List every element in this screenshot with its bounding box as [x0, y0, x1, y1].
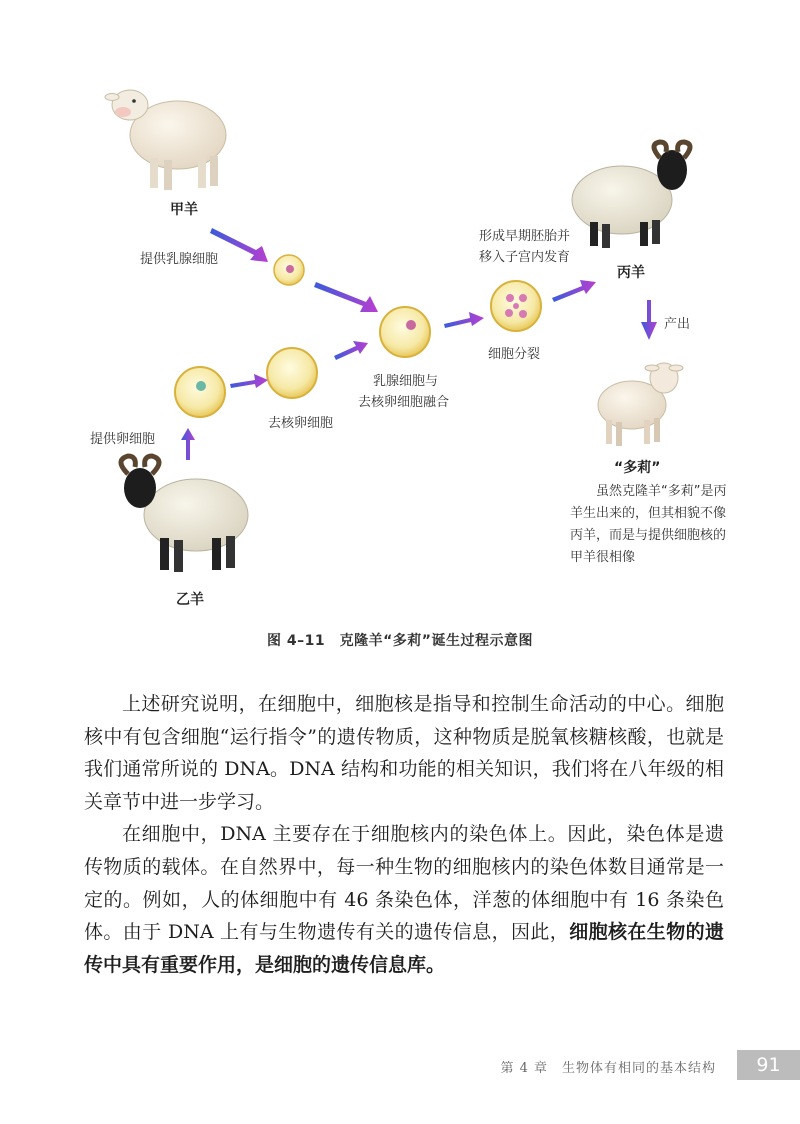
arrow-sheep-b-to-egg — [181, 428, 195, 460]
label-mammary-cell: 提供乳腺细胞 — [140, 252, 219, 267]
paragraph-2 — [84, 818, 724, 981]
label-egg-cell: 提供卵细胞 — [90, 432, 156, 447]
sheep-b-label: 乙羊 — [176, 592, 204, 608]
enucleated-egg-cell — [267, 348, 317, 398]
fused-cell — [380, 307, 430, 357]
paragraph-2-text: 在细胞中，DNA 主要存在于细胞核内的染色体上。因此，染色体是遗传物质的载体。在自然界中，每一种生物的细胞核内的染色体数目通常是一定的。例如，人的体细胞中有 46 条染色体，洋葱的体细胞中有 16 条染色体。由于 DNA 上有与生物遗传有关的遗传信息，因此， — [84, 823, 724, 944]
sheep-b-illustration — [121, 456, 248, 572]
label-embryo-line2: 移入子宫内发育 — [479, 250, 571, 265]
arrow-fusion-to-division — [444, 312, 484, 328]
label-enucleated-egg: 去核卵细胞 — [268, 416, 334, 431]
arrow-division-to-sheep-c — [552, 280, 596, 302]
label-cell-division: 细胞分裂 — [488, 347, 541, 362]
dividing-cell — [491, 281, 541, 331]
page-number: 91 — [737, 1050, 800, 1080]
sheep-a-illustration — [105, 90, 226, 190]
sheep-c-label: 丙羊 — [617, 265, 645, 281]
egg-cell — [175, 367, 225, 417]
body-text — [84, 688, 724, 981]
label-fusion-line1: 乳腺细胞与 — [373, 374, 439, 389]
arrow-mammary-to-fusion — [314, 282, 378, 312]
arrow-sheep-c-to-dolly — [641, 300, 657, 340]
dolly-description: 虽然克隆羊“多莉”是丙羊生出来的，但其相貌不像丙羊，而是与提供细胞核的甲羊很相像 — [570, 484, 727, 565]
mammary-cell — [274, 255, 304, 285]
figure-caption: 图 4–11 克隆羊“多莉”诞生过程示意图 — [267, 633, 533, 649]
sheep-c-illustration — [572, 142, 690, 248]
dolly-illustration — [598, 363, 683, 446]
label-fusion-line2: 去核卵细胞融合 — [358, 395, 450, 410]
arrow-enucleated-to-fusion — [334, 341, 368, 360]
arrow-egg-to-enucleated — [230, 374, 268, 388]
dolly-label: “多莉” — [614, 460, 661, 476]
label-embryo-line1: 形成早期胚胎并 — [479, 229, 571, 244]
chapter-footer: 第 4 章 生物体有相同的基本结构 — [500, 1061, 716, 1076]
arrow-sheep-a-to-cell — [210, 228, 268, 262]
paragraph-2-emphasis: 细胞核在生物的遗传中具有重要作用，是细胞的遗传信息库。 — [84, 921, 724, 976]
sheep-a-label: 甲羊 — [170, 202, 198, 218]
paragraph-1: 上述研究说明，在细胞中，细胞核是指导和控制生命活动的中心。细胞核中有包含细胞“运行指令”的遗传物质，这种物质是脱氧核糖核酸，也就是我们通常所说的 DNA。DNA 结构和功能的相关知识，我们将在八年级的相关章节中进一步学习。 — [84, 693, 724, 813]
label-produce: 产出 — [664, 317, 691, 332]
